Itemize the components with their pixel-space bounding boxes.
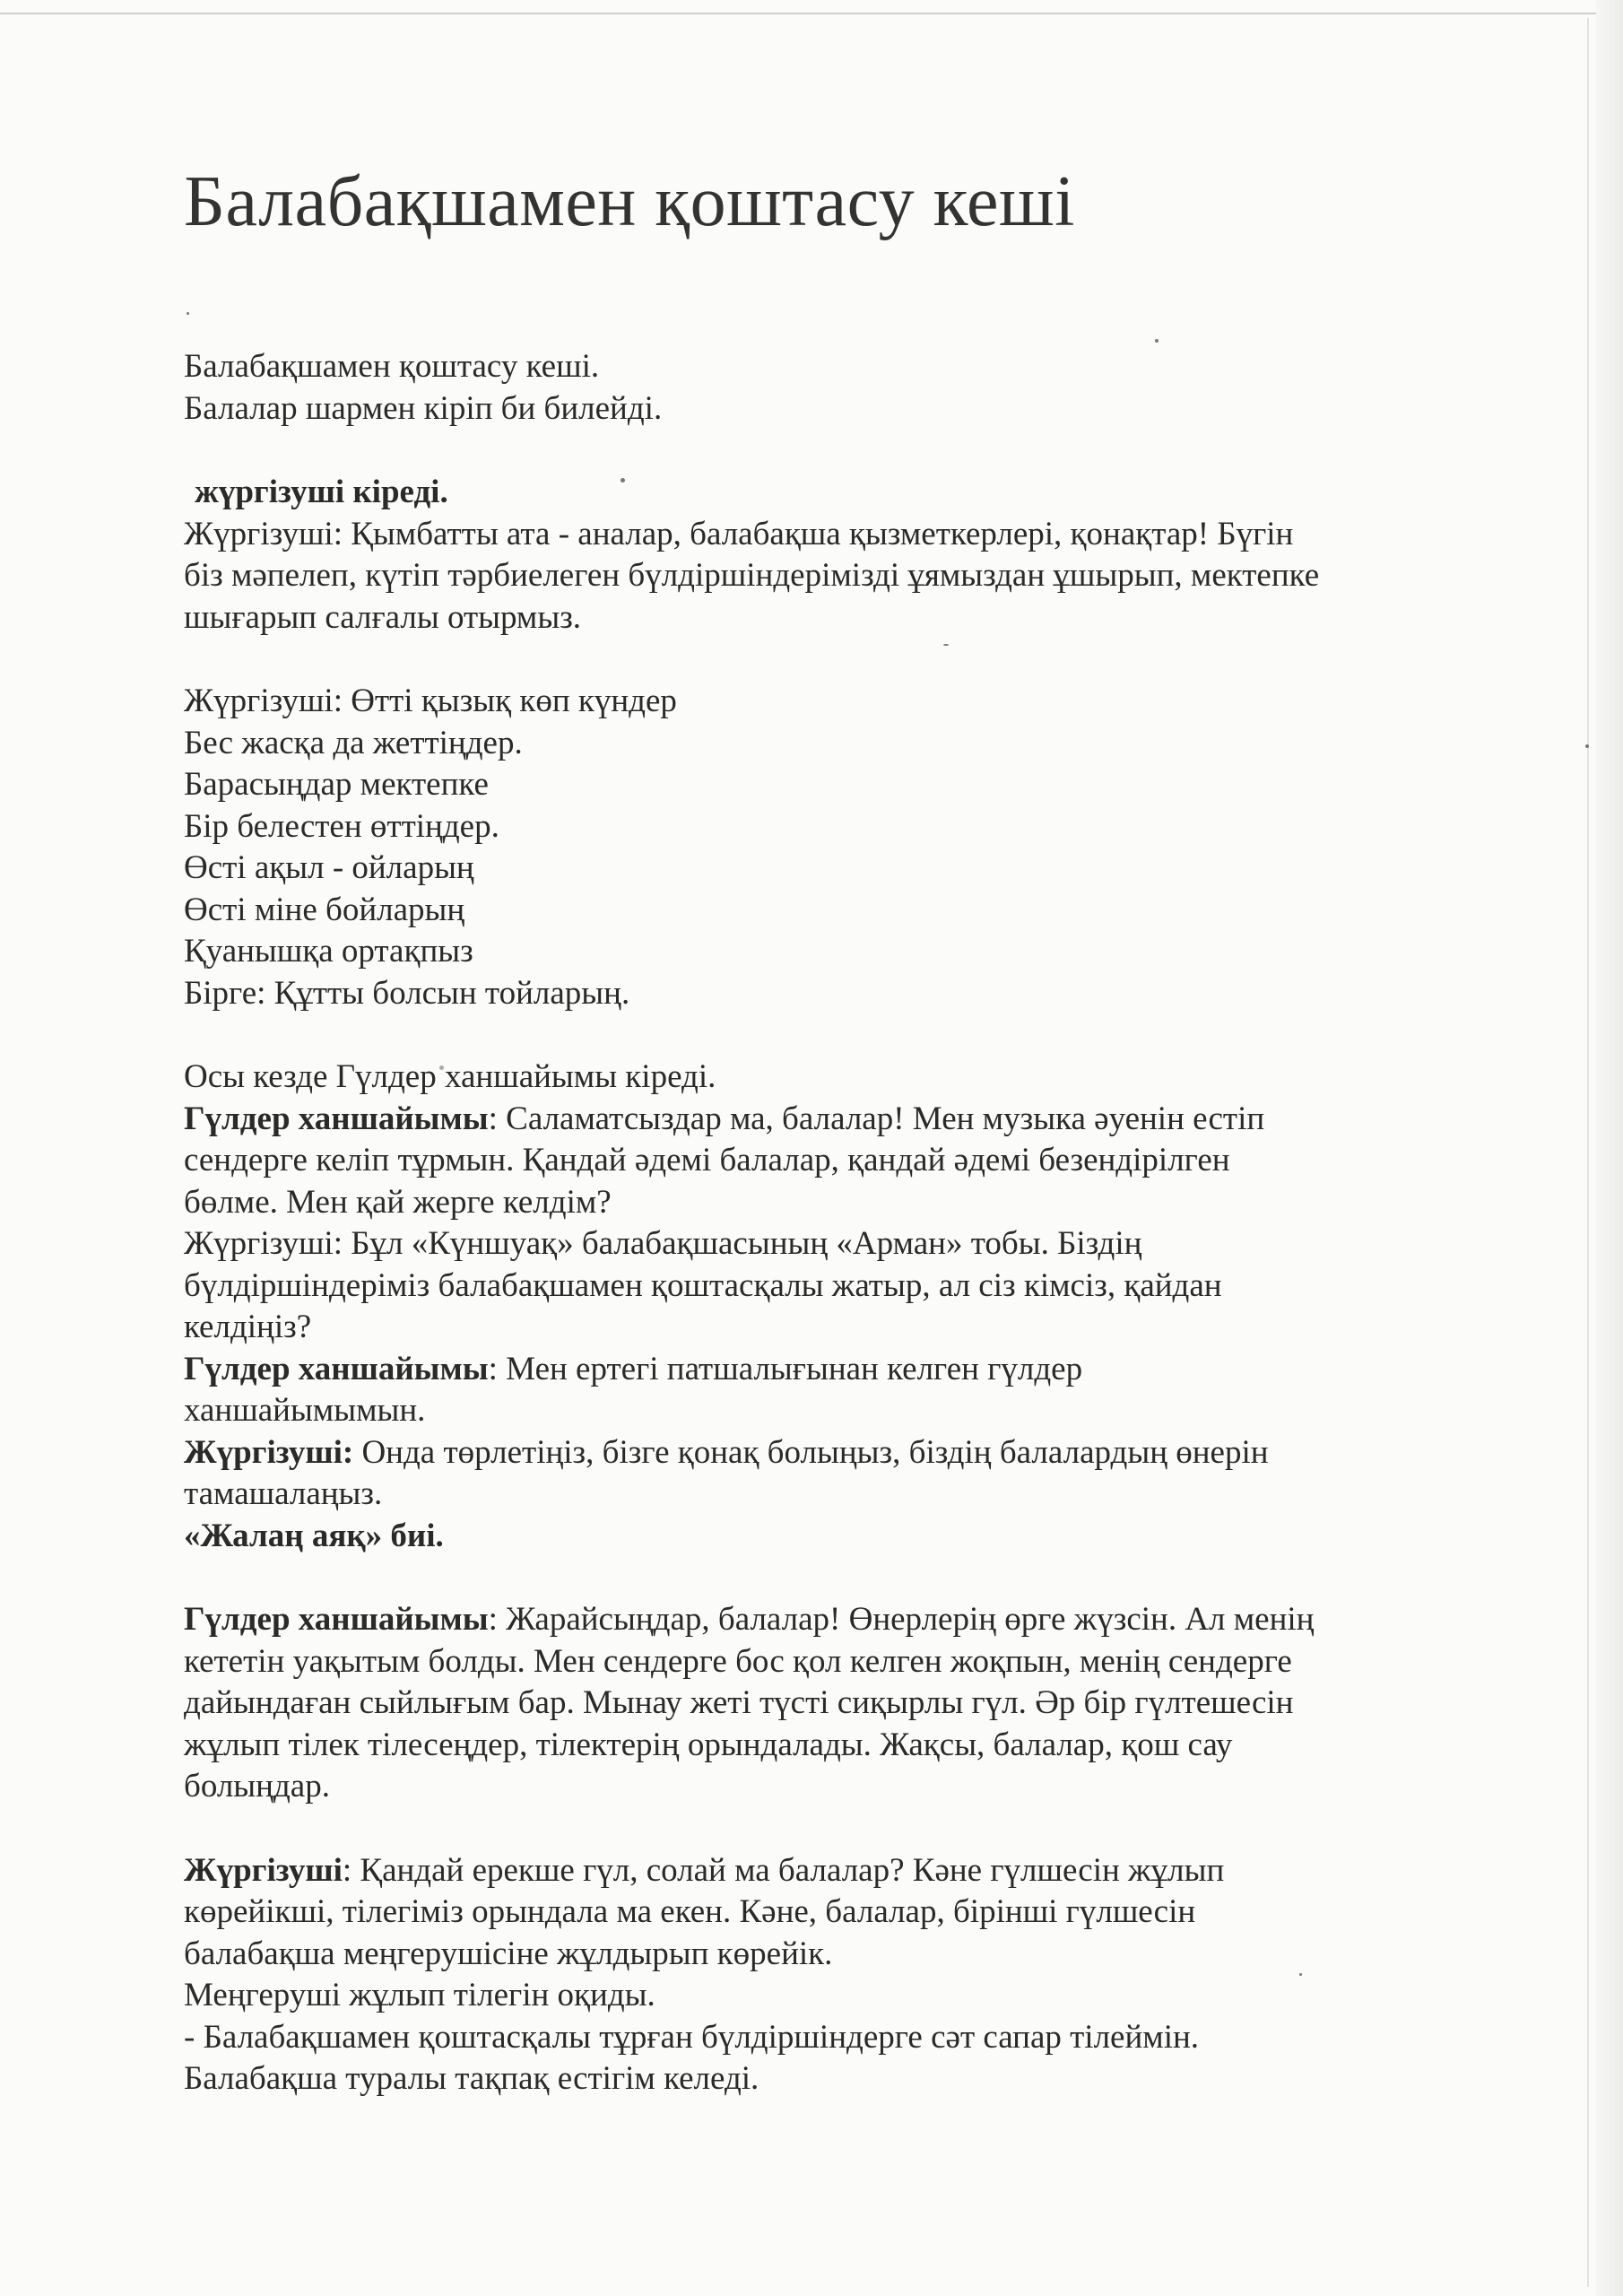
text-line <box>184 848 1484 890</box>
text-run: : Мен ертегі патшалығынан келген гүлдер <box>488 1350 1083 1387</box>
text-line <box>184 2058 1484 2100</box>
text-paragraph <box>184 681 1484 1014</box>
text-line <box>184 1683 1484 1725</box>
text-run: келдіңіз? <box>184 1309 312 1345</box>
text-paragraph <box>184 1599 1484 1808</box>
text-line <box>184 1182 1484 1224</box>
text-line <box>184 597 1484 639</box>
text-line <box>184 1850 1484 1892</box>
text-run: Бірге: Құтты болсын тойларың. <box>184 974 630 1012</box>
document-title: Балабақшамен қоштасу кеші <box>184 162 1075 241</box>
paper-right-shadow <box>1596 0 1623 2296</box>
bold-text-run: Жүргізуші: <box>184 1433 354 1471</box>
text-line <box>184 1599 1484 1641</box>
text-line <box>184 1766 1484 1808</box>
text-line <box>184 806 1484 848</box>
text-run: : Қандай ерекше гүл, солай ма балалар? Кәне гүлшесін жұлып <box>342 1851 1225 1889</box>
paragraph-gap <box>184 639 1484 681</box>
text-run: жұлып тілек тілесеңдер, тілектерің орындалады. Жақсы, балалар, қош сау <box>184 1726 1233 1763</box>
text-line <box>184 346 1484 388</box>
text-run: Балалар шармен кіріп би билейді. <box>184 389 663 427</box>
text-run: тамашалаңыз. <box>184 1475 383 1512</box>
text-run: Жүргізуші: Өтті қызық көп күндер <box>184 683 677 719</box>
text-line <box>184 388 1484 430</box>
text-line <box>184 1474 1484 1516</box>
text-line <box>184 931 1484 973</box>
text-run: бүлдіршіндеріміз балабақшамен қоштасқалы жатыр, ал сіз кімсіз, қайдан <box>184 1266 1222 1304</box>
text-line <box>184 1975 1484 2017</box>
text-paragraph <box>184 472 1484 639</box>
paragraph-gap <box>184 430 1484 472</box>
text-run: : Жарайсыңдар, балалар! Өнерлерің өрге жүзсін. Ал менің <box>488 1601 1315 1638</box>
document-body <box>184 346 1484 2100</box>
text-paragraph <box>184 1057 1484 1557</box>
text-line <box>184 1432 1484 1474</box>
text-line <box>184 1641 1484 1683</box>
bold-text-run: Гүлдер ханшайымы <box>184 1100 489 1137</box>
text-run: : Саламатсыздар ма, балалар! Мен музыка әуенін естіп <box>488 1100 1265 1137</box>
text-run: Өсті міне бойларың <box>184 891 465 928</box>
text-run: Меңгеруші жұлып тілегін оқиды. <box>184 1977 655 2013</box>
text-line <box>184 890 1484 932</box>
text-run: Онда төрлетіңіз, бізге қонақ болыңыз, біздің балалардың өнерін <box>353 1433 1269 1471</box>
paper-right-edge <box>1587 18 1589 2287</box>
paragraph-gap <box>184 1557 1484 1599</box>
text-line <box>184 681 1484 723</box>
text-line <box>184 1099 1484 1141</box>
text-run: Барасыңдар мектепке <box>184 766 489 803</box>
text-run: кететін уақытым болды. Мен сендерге бос қол келген жоқпын, менің сендерге <box>184 1642 1292 1680</box>
text-line <box>184 1223 1484 1265</box>
text-run: Балабақшамен қоштасу кеші. <box>184 348 600 385</box>
text-run: ханшайымымын. <box>184 1392 426 1429</box>
text-line <box>184 1390 1484 1432</box>
text-run: Жүргізуші: Бұл «Күншуақ» балабақшасының «Арман» тобы. Біздің <box>184 1225 1142 1262</box>
paragraph-gap <box>184 1014 1484 1057</box>
text-line <box>184 1892 1484 1934</box>
bold-text-run: «Жалаң аяқ» биі. <box>184 1517 444 1554</box>
text-run: - Балабақшамен қоштасқалы тұрған бүлдіршіндерге сәт сапар тілеймін. <box>184 2018 1200 2056</box>
text-run: Бес жасқа да жеттіңдер. <box>184 724 523 761</box>
text-line <box>184 1725 1484 1767</box>
paper-top-edge <box>0 13 1623 14</box>
paragraph-gap <box>184 1808 1484 1850</box>
text-run: сендерге келіп тұрмын. Қандай әдемі балалар, қандай әдемі безендірілген <box>184 1142 1230 1178</box>
text-line <box>184 1307 1484 1349</box>
text-run: көрейікші, тілегіміз орындала ма екен. Кәне, балалар, бірінші гүлшесін <box>184 1893 1196 1930</box>
bold-text-run: Гүлдер ханшайымы <box>184 1601 489 1638</box>
text-run: Осы кезде Гүлдер ханшайымы кіреді. <box>184 1058 716 1095</box>
text-run: шығарып салғалы отырмыз. <box>184 598 582 636</box>
text-line <box>184 1934 1484 1976</box>
text-line <box>184 764 1484 806</box>
text-line <box>184 2017 1484 2059</box>
text-line <box>184 472 1484 514</box>
bold-text-run: жүргізуші кіреді. <box>195 474 448 510</box>
text-run: Бір белестен өттіңдер. <box>184 807 499 845</box>
text-run: балабақша меңгерушісіне жұлдырып көрейік. <box>184 1935 833 1972</box>
text-line <box>184 514 1484 556</box>
text-line <box>184 555 1484 597</box>
text-line <box>184 723 1484 765</box>
bold-text-run: Гүлдер ханшайымы <box>184 1350 489 1387</box>
text-run: болыңдар. <box>184 1768 330 1805</box>
text-paragraph <box>184 346 1484 430</box>
text-run: Өсті ақыл - ойларың <box>184 849 474 886</box>
text-run: Балабақша туралы тақпақ естігім келеді. <box>184 2060 759 2097</box>
scan-speck <box>1585 744 1589 748</box>
document-page <box>184 161 1484 2100</box>
text-run: бөлме. Мен қай жерге келдім? <box>184 1183 612 1221</box>
text-run: біз мәпелеп, күтіп тәрбиелеген бүлдіршіндерімізді ұямыздан ұшырып, мектепке <box>184 557 1320 594</box>
text-run: Жүргізуші: Қымбатты ата - аналар, балабақша қызметкерлері, қонақтар! Бүгін <box>184 515 1294 552</box>
text-line <box>184 1516 1484 1558</box>
text-run: Қуанышқа ортақпыз <box>184 933 473 970</box>
text-line <box>184 973 1484 1015</box>
text-line <box>184 1057 1484 1099</box>
text-line <box>184 1265 1484 1308</box>
bold-text-run: Жүргізуші <box>184 1851 343 1889</box>
text-paragraph <box>184 1850 1484 2100</box>
text-line <box>184 1140 1484 1182</box>
text-run: дайындаған сыйлығым бар. Мынау жеті түсті сиқырлы гүл. Әр бір гүлтешесін <box>184 1684 1294 1721</box>
text-line <box>184 1349 1484 1391</box>
